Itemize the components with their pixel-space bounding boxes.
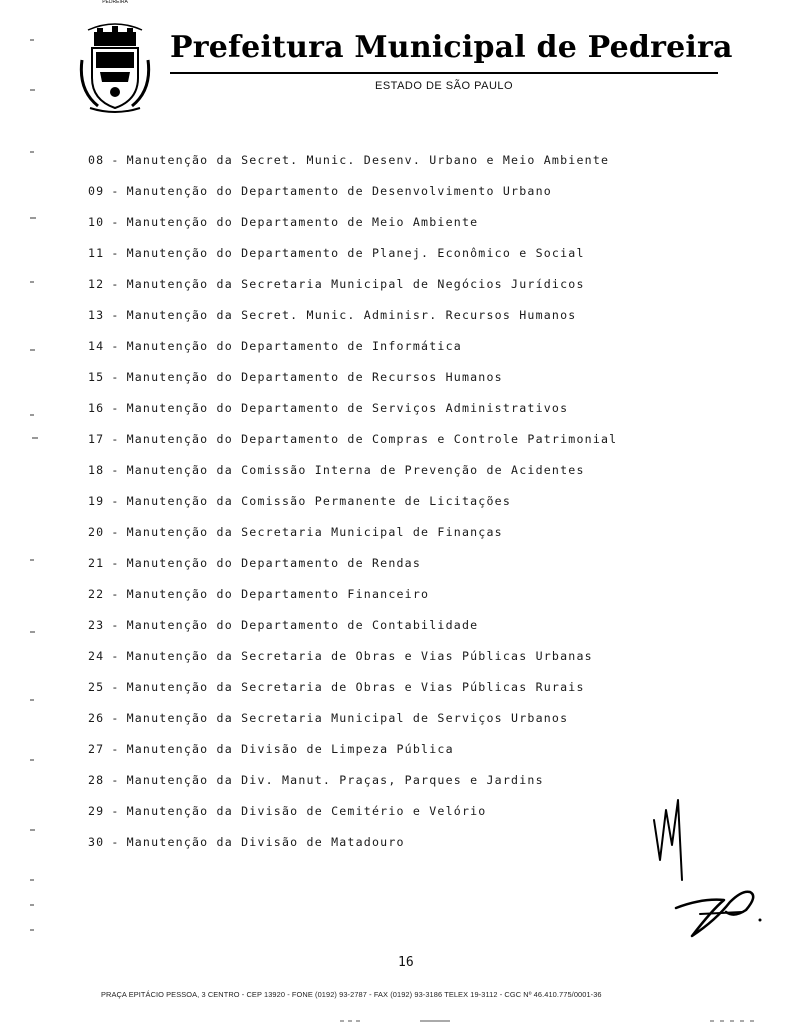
- list-item: [88, 587, 617, 618]
- list-item: [88, 494, 617, 525]
- list-item: [88, 711, 617, 742]
- list-item: [88, 339, 617, 370]
- scan-artifacts: [340, 1018, 770, 1024]
- item-separator: -: [111, 773, 120, 787]
- item-text: Manutenção da Secret. Munic. Adminisr. Recursos Humanos: [126, 308, 577, 322]
- item-text: Manutenção da Secret. Munic. Desenv. Urbano e Meio Ambiente: [126, 153, 610, 167]
- item-separator: -: [111, 649, 120, 663]
- list-item: [88, 370, 617, 401]
- items-list: [88, 153, 617, 866]
- item-number: 13: [88, 308, 105, 322]
- item-text: Manutenção do Departamento de Meio Ambiente: [126, 215, 479, 229]
- list-item: [88, 308, 617, 339]
- item-text: Manutenção do Departamento de Recursos Humanos: [126, 370, 503, 384]
- item-number: 28: [88, 773, 105, 787]
- item-number: 12: [88, 277, 105, 291]
- item-separator: -: [111, 804, 120, 818]
- list-item: [88, 184, 617, 215]
- list-item: [88, 649, 617, 680]
- margin-marks: [28, 0, 42, 1029]
- item-text: Manutenção da Divisão de Limpeza Pública: [126, 742, 454, 756]
- item-separator: -: [111, 308, 120, 322]
- item-separator: -: [111, 215, 120, 229]
- item-number: 14: [88, 339, 105, 353]
- list-item: [88, 246, 617, 277]
- header-title: Prefeitura Municipal de Pedreira: [170, 30, 733, 65]
- item-separator: -: [111, 432, 120, 446]
- item-separator: -: [111, 742, 120, 756]
- item-number: 16: [88, 401, 105, 415]
- item-number: 24: [88, 649, 105, 663]
- page-number: 16: [398, 955, 414, 970]
- item-separator: -: [111, 680, 120, 694]
- item-text: Manutenção do Departamento de Serviços Administrativos: [126, 401, 569, 415]
- item-text: Manutenção da Div. Manut. Praças, Parques e Jardins: [126, 773, 544, 787]
- list-item: [88, 742, 617, 773]
- item-text: Manutenção da Secretaria de Obras e Vias Públicas Rurais: [126, 680, 585, 694]
- item-separator: -: [111, 618, 120, 632]
- item-number: 10: [88, 215, 105, 229]
- item-number: 20: [88, 525, 105, 539]
- list-item: [88, 835, 617, 866]
- item-separator: -: [111, 277, 120, 291]
- item-text: Manutenção do Departamento de Planej. Econômico e Social: [126, 246, 585, 260]
- item-text: Manutenção da Secretaria Municipal de Negócios Jurídicos: [126, 277, 585, 291]
- item-number: 15: [88, 370, 105, 384]
- item-separator: -: [111, 246, 120, 260]
- item-text: Manutenção da Comissão Permanente de Licitações: [126, 494, 512, 508]
- item-number: 11: [88, 246, 105, 260]
- item-number: 09: [88, 184, 105, 198]
- item-separator: -: [111, 463, 120, 477]
- header-state: ESTADO DE SÃO PAULO: [375, 80, 514, 92]
- item-text: Manutenção da Secretaria Municipal de Serviços Urbanos: [126, 711, 569, 725]
- item-number: 19: [88, 494, 105, 508]
- item-separator: -: [111, 587, 120, 601]
- coat-of-arms-text: PEDREIRA: [102, 0, 128, 5]
- item-number: 30: [88, 835, 105, 849]
- item-text: Manutenção da Divisão de Cemitério e Velório: [126, 804, 487, 818]
- list-item: [88, 804, 617, 835]
- item-text: Manutenção do Departamento Financeiro: [126, 587, 430, 601]
- item-text: Manutenção do Departamento de Desenvolvimento Urbano: [126, 184, 552, 198]
- coat-of-arms-icon: [78, 20, 152, 114]
- item-text: Manutenção do Departamento de Compras e Controle Patrimonial: [126, 432, 618, 446]
- list-item: [88, 401, 617, 432]
- list-item: [88, 432, 617, 463]
- item-number: 26: [88, 711, 105, 725]
- item-separator: -: [111, 525, 120, 539]
- list-item: [88, 463, 617, 494]
- item-separator: -: [111, 401, 120, 415]
- list-item: [88, 556, 617, 587]
- item-number: 18: [88, 463, 105, 477]
- list-item: [88, 215, 617, 246]
- item-separator: -: [111, 370, 120, 384]
- list-item: [88, 153, 617, 184]
- list-item: [88, 680, 617, 711]
- item-separator: -: [111, 153, 120, 167]
- item-text: Manutenção do Departamento de Contabilidade: [126, 618, 479, 632]
- item-text: Manutenção da Secretaria de Obras e Vias Públicas Urbanas: [126, 649, 593, 663]
- item-separator: -: [111, 835, 120, 849]
- item-text: Manutenção da Comissão Interna de Prevenção de Acidentes: [126, 463, 585, 477]
- item-number: 27: [88, 742, 105, 756]
- item-separator: -: [111, 184, 120, 198]
- header-rule: [170, 72, 718, 74]
- item-separator: -: [111, 494, 120, 508]
- list-item: [88, 525, 617, 556]
- handwritten-signature: [672, 880, 772, 940]
- item-separator: -: [111, 556, 120, 570]
- item-number: 22: [88, 587, 105, 601]
- item-separator: -: [111, 339, 120, 353]
- item-text: Manutenção do Departamento de Rendas: [126, 556, 422, 570]
- list-item: [88, 618, 617, 649]
- list-item: [88, 277, 617, 308]
- item-number: 21: [88, 556, 105, 570]
- item-text: Manutenção da Divisão de Matadouro: [126, 835, 405, 849]
- item-text: Manutenção do Departamento de Informática: [126, 339, 462, 353]
- item-number: 08: [88, 153, 105, 167]
- item-text: Manutenção da Secretaria Municipal de Finanças: [126, 525, 503, 539]
- item-number: 25: [88, 680, 105, 694]
- item-number: 29: [88, 804, 105, 818]
- footer-address: PRAÇA EPITÁCIO PESSOA, 3 CENTRO - CEP 13920 - FONE (0192) 93-2787 - FAX (0192) 93-3186 TELEX 19-3112 - CGC Nº 46.410.775/0001-36: [101, 990, 602, 999]
- item-number: 17: [88, 432, 105, 446]
- handwritten-initials: [648, 790, 708, 890]
- item-separator: -: [111, 711, 120, 725]
- item-number: 23: [88, 618, 105, 632]
- list-item: [88, 773, 617, 804]
